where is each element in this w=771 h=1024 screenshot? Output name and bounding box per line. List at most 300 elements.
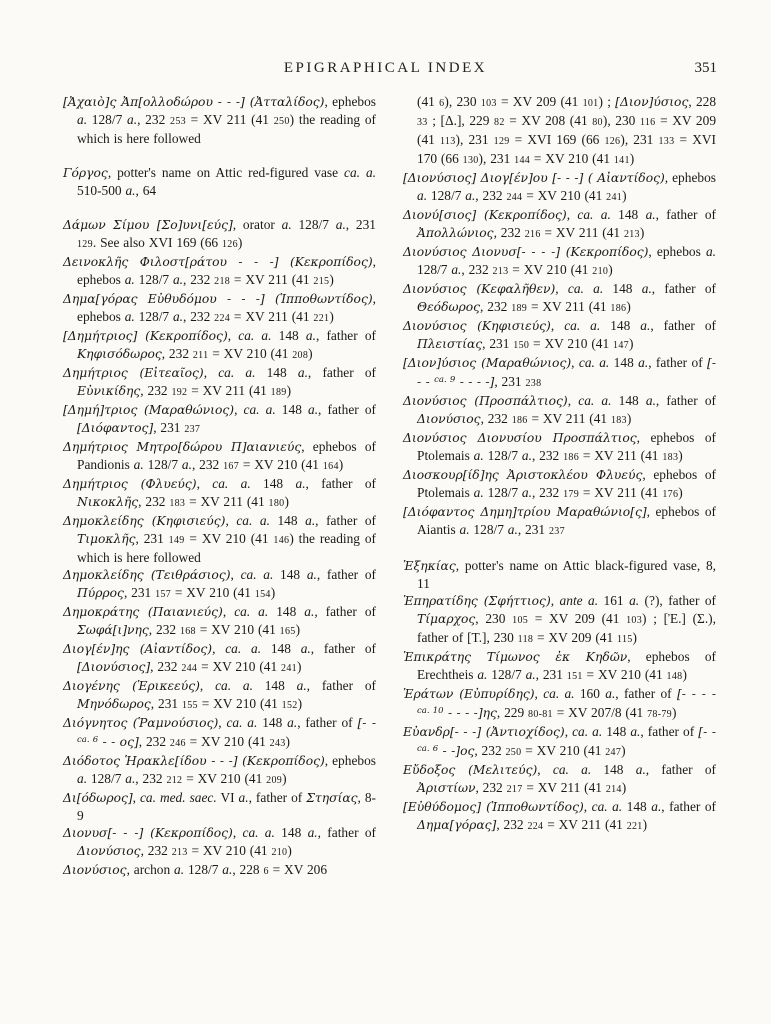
greek-text: Νικοκλῆς <box>77 495 139 509</box>
line-number: 80 <box>592 117 603 128</box>
latin-text: ) <box>628 336 634 351</box>
latin-text: , ephebos of Ptolemais <box>417 467 716 500</box>
greek-text: Στησίας <box>306 791 358 805</box>
latin-text: = XV 211 (41 <box>540 225 624 240</box>
index-entry <box>403 503 716 540</box>
italic-text: a. <box>521 485 532 500</box>
italic-text: ca. a. <box>577 207 611 222</box>
latin-text: 128/7 <box>487 667 526 682</box>
line-number: 224 <box>214 313 231 324</box>
italic-text: ca. a. <box>240 567 274 582</box>
line-number: 250 <box>505 747 522 758</box>
index-entry <box>403 280 716 317</box>
line-number: 105 <box>512 615 529 626</box>
index-entry <box>403 557 716 592</box>
greek-text: - - - -] <box>455 375 495 389</box>
latin-text: ) <box>682 667 687 682</box>
latin-text: , ephebos of Aiantis <box>417 504 716 537</box>
latin-text: , archon <box>126 862 175 877</box>
italic-text: a. <box>477 667 488 682</box>
latin-text: 148 <box>261 641 301 656</box>
greek-text: - -]ος <box>438 744 475 758</box>
line-number: 6 <box>439 98 445 109</box>
greek-text: Γόργος <box>63 166 108 180</box>
latin-text: = XV 208 (41 <box>504 113 593 128</box>
greek-text: Διογένης (Ἐρικεεύς) <box>63 679 200 693</box>
latin-text: , ephebos <box>324 753 376 768</box>
italic-text: a. <box>629 593 640 608</box>
index-entry <box>403 761 716 798</box>
line-number: 141 <box>613 155 630 166</box>
line-number: 218 <box>214 276 231 287</box>
line-number: 101 <box>582 98 599 109</box>
index-entry <box>63 603 376 640</box>
greek-text: Ἀπολλώνιος <box>417 226 494 240</box>
line-number: 115 <box>617 634 633 645</box>
latin-text: 128/7 <box>134 272 173 287</box>
latin-text: , <box>196 476 213 491</box>
line-number: 180 <box>268 498 285 509</box>
greek-text: Ἀριστίων <box>417 781 476 795</box>
latin-text: ) <box>678 485 683 500</box>
line-number: 116 <box>639 117 656 128</box>
latin-text: , father of <box>655 207 717 222</box>
latin-text: , 231 <box>153 420 185 435</box>
page-number: 351 <box>694 60 717 76</box>
line-number: 129 <box>493 136 510 147</box>
index-entry <box>403 592 716 648</box>
latin-text: 148 <box>591 762 636 777</box>
line-number: 189 <box>270 387 287 398</box>
line-number: 210 <box>271 847 288 858</box>
latin-text: = XV 206 <box>268 862 328 877</box>
line-number: 144 <box>514 155 531 166</box>
italic-text: a. <box>305 513 316 528</box>
italic-text: a. <box>459 522 470 537</box>
italic-text: a. <box>306 567 317 582</box>
greek-text: Δεινοκλῆς Φιλοστ[ράτου - - -] (Κεκροπίδος) <box>63 255 373 269</box>
latin-text: ) <box>642 817 648 832</box>
index-entry <box>63 752 376 789</box>
latin-text: 160 <box>574 686 606 701</box>
italic-text: ca. a. <box>543 686 575 701</box>
greek-text: Δημοκλείδης (Τειθράσιος) <box>63 568 231 582</box>
greek-text: Ἐπηρατίδης (Σφήττιος) <box>403 594 551 608</box>
greek-text: Διονύσιος Διονυσ[- - - -] (Κεκροπίδος) <box>403 245 649 259</box>
italic-text: a. <box>125 771 136 786</box>
italic-text: ca. a. <box>226 715 258 730</box>
latin-text: ) <box>329 309 334 324</box>
greek-text: Τιμοκλῆς <box>77 532 136 546</box>
index-entry <box>63 93 376 147</box>
italic-text: ca. a. <box>591 799 623 814</box>
greek-text: Διονύ[σιος] (Κεκροπίδος) <box>403 208 567 222</box>
greek-text: [Διον]ύσιος (Μαραθώνιος) <box>403 356 572 370</box>
line-number: 216 <box>524 229 541 240</box>
latin-text: , father of <box>655 393 716 408</box>
latin-text: , ephebos <box>664 170 716 185</box>
latin-text: , 232 <box>493 225 525 240</box>
latin-text: ) <box>629 151 635 166</box>
line-number: 179 <box>563 489 580 500</box>
index-entry <box>63 164 376 199</box>
line-number: 33 <box>417 117 428 128</box>
greek-text: Ἐξηκίας <box>403 559 456 573</box>
italic-text: a. <box>641 281 652 296</box>
latin-text: , 232 <box>150 659 182 674</box>
line-number: 210 <box>592 266 609 277</box>
index-entry <box>63 824 376 861</box>
latin-text: = XV 210 (41 <box>187 843 272 858</box>
italic-text: ca. a. <box>578 355 610 370</box>
line-number: 164 <box>322 461 339 472</box>
italic-text: a. <box>521 448 532 463</box>
latin-text: = XV 210 (41 <box>182 771 267 786</box>
latin-text: 148 <box>273 567 307 582</box>
line-number: 215 <box>313 276 330 287</box>
line-number: 176 <box>662 489 679 500</box>
latin-text: . See also XVI 169 (66 <box>92 235 222 250</box>
latin-text: , <box>225 513 237 528</box>
italic-text: a. <box>645 393 656 408</box>
line-number: 241 <box>281 663 297 674</box>
greek-text: Διονύσιος <box>77 844 141 858</box>
line-number: 150 <box>513 340 530 351</box>
latin-text: = XV 210 (41 <box>197 696 282 711</box>
latin-text: ) <box>626 411 632 426</box>
index-entry <box>403 466 716 503</box>
index-entry <box>403 648 716 685</box>
index-entry <box>403 206 716 243</box>
latin-text: ) <box>639 225 645 240</box>
lacuna-length-note: ca. 6 <box>417 744 439 754</box>
latin-text: = XV 210 (41 <box>171 585 255 600</box>
greek-text: Δημήτριος (Φλυεύς) <box>63 477 197 491</box>
italic-text: a. <box>451 262 462 277</box>
line-number: 148 <box>666 671 683 682</box>
latin-text: , father of <box>615 686 677 701</box>
latin-text: , <box>555 281 568 296</box>
italic-text: a. <box>473 448 484 463</box>
greek-text: [- - - <box>417 356 716 389</box>
latin-text: , 231 <box>345 217 377 232</box>
latin-text: 148 <box>255 365 298 380</box>
latin-text: , ephebos <box>77 254 376 287</box>
latin-text: , 232 <box>461 262 493 277</box>
italic-text: a. <box>630 724 641 739</box>
line-number: 129 <box>77 239 93 250</box>
latin-text: , potter's name on Attic red-figured vase <box>107 165 345 180</box>
latin-text: , 232 <box>148 622 180 637</box>
greek-text: Διονυσ[- - -] (Κεκροπίδος) <box>63 826 233 840</box>
greek-text: Σωφά[ι]νης <box>77 623 149 637</box>
greek-text: Εὐνικίδης <box>77 384 141 398</box>
italic-text: a. <box>295 476 306 491</box>
italic-text: ca. a. <box>243 402 276 417</box>
greek-text: Εὐανδρ[- - -] (Ἀντιοχίδος) <box>403 725 565 739</box>
line-number: 168 <box>179 626 196 637</box>
latin-text: = XV 210 (41 <box>508 262 593 277</box>
italic-text: ca. a. <box>215 678 253 693</box>
latin-text: ; [Δ.], 229 <box>427 113 495 128</box>
line-number: 113 <box>439 136 456 147</box>
latin-text: = XVI 169 (66 <box>509 132 605 147</box>
latin-text: , 230 <box>475 611 513 626</box>
latin-text: 128/7 <box>469 522 508 537</box>
index-entry <box>403 317 716 354</box>
latin-text: ), 231 <box>620 132 659 147</box>
line-number: 213 <box>171 847 188 858</box>
latin-text: (?), father of <box>639 593 717 608</box>
index-entry <box>63 714 376 752</box>
italic-text: a. <box>174 862 185 877</box>
italic-text: a. <box>651 799 662 814</box>
latin-text: , <box>199 678 216 693</box>
latin-text: , <box>567 393 579 408</box>
line-number: 130 <box>462 155 479 166</box>
index-entry <box>403 685 716 723</box>
latin-text: = XV 211 (41 <box>579 485 663 500</box>
latin-text: , father of <box>316 567 376 582</box>
index-entry <box>63 290 376 327</box>
latin-text: 128/7 <box>483 485 522 500</box>
latin-text: 148 <box>603 281 642 296</box>
line-number: 6 <box>263 866 269 877</box>
latin-text: ) <box>621 780 627 795</box>
latin-text: ) <box>338 457 344 472</box>
lacuna-length-note: ca. 9 <box>434 375 456 385</box>
greek-text: [Δημή]τριος (Μαραθώνιος) <box>63 403 235 417</box>
latin-text: = XV 209 (41 <box>496 94 583 109</box>
page-title: EPIGRAPHICAL INDEX <box>283 60 488 76</box>
latin-text: , father of <box>297 715 358 730</box>
latin-text: , father of <box>307 365 376 380</box>
greek-text: Κηφισόδωρος <box>77 347 162 361</box>
index-entry <box>403 243 716 280</box>
latin-text: 148 <box>250 476 296 491</box>
index-entry <box>63 327 376 364</box>
latin-text: = XV 207/8 (41 <box>552 705 648 720</box>
latin-text: , <box>534 686 544 701</box>
line-number: 192 <box>171 387 188 398</box>
greek-text: [Ἀχαιὸ]ς Ἀπ[ολλοδώρου - - -] (Ἀτταλίδος) <box>63 95 325 109</box>
greek-text: [- - <box>357 716 376 730</box>
latin-text: , 231 <box>482 336 514 351</box>
index-entry <box>403 392 716 429</box>
latin-text: , father of <box>310 641 377 656</box>
line-number: 155 <box>181 700 198 711</box>
line-number: 209 <box>266 775 283 786</box>
italic-text: a. <box>645 207 656 222</box>
index-entry <box>403 429 716 466</box>
latin-text: 148 <box>611 393 646 408</box>
italic-text: a. <box>638 355 649 370</box>
index-columns <box>63 93 717 880</box>
latin-text: , ephebos of Erechtheis <box>417 649 716 682</box>
latin-text: , ephebos <box>648 244 706 259</box>
latin-text: 148 <box>268 604 305 619</box>
latin-text: ) <box>671 705 677 720</box>
line-number: 154 <box>254 589 271 600</box>
line-number: 186 <box>610 303 627 314</box>
latin-text: 128/7 <box>87 771 126 786</box>
line-number: 78-79 <box>647 709 672 720</box>
index-entry <box>63 253 376 290</box>
greek-text: [Δημήτριος] (Κεκροπίδος) <box>63 329 228 343</box>
latin-text: , <box>232 825 243 840</box>
index-column-left <box>63 93 376 880</box>
latin-text: , <box>222 604 235 619</box>
latin-text: , 231 <box>123 585 156 600</box>
greek-text: Διονύσιος <box>63 863 127 877</box>
latin-text: 148 <box>622 799 652 814</box>
latin-text: , 231 <box>535 667 567 682</box>
italic-text: a. <box>222 862 233 877</box>
line-number: 246 <box>169 738 186 749</box>
greek-text: Δημα[γόρας Εὐθυδόμου - - -] (Ἱπποθωντίδος) <box>63 292 373 306</box>
latin-text: 148 <box>252 678 297 693</box>
italic-text: a. <box>238 790 249 805</box>
latin-text: , 232 <box>140 383 172 398</box>
latin-text: , father of <box>640 724 699 739</box>
greek-text: Διονύσιος (Προσπάλτιος) <box>403 394 568 408</box>
index-entry <box>63 861 376 880</box>
line-number: 250 <box>273 116 290 127</box>
line-number: 217 <box>506 784 523 795</box>
line-number: 241 <box>606 192 623 203</box>
latin-text: , father of <box>315 513 376 528</box>
index-entry <box>63 640 376 677</box>
greek-text: [Διόφαντος] <box>77 421 154 435</box>
greek-text: Πλειστίας <box>417 337 483 351</box>
latin-text: = XV 210 (41 <box>529 336 614 351</box>
italic-text: a. <box>281 217 292 232</box>
italic-text: a. <box>296 678 307 693</box>
latin-text: , <box>564 724 573 739</box>
line-number: 118 <box>517 634 534 645</box>
greek-text: [Διονύσιος] Διογ[έν]ου [- - -] ( Αἰαντίδος) <box>403 171 665 185</box>
latin-text: 128/7 <box>417 262 452 277</box>
greek-text: Διόδοτος Ἡρακλε[ίδου - - -] (Κεκροπίδος) <box>63 754 325 768</box>
latin-text: = XV 211 (41 <box>230 309 314 324</box>
italic-text: a. <box>77 112 88 127</box>
greek-text: Ἐπικράτης Τίμωνος ἐκ Κηδῶν <box>403 650 628 664</box>
latin-text: , father of <box>315 328 376 343</box>
latin-text: ) <box>308 346 313 361</box>
latin-text: , <box>227 328 239 343</box>
line-number: 214 <box>605 784 622 795</box>
italic-text: a. <box>507 522 518 537</box>
greek-text: Διονύσιος (Κηφισιεύς) <box>403 319 551 333</box>
index-entry <box>63 512 376 566</box>
latin-text: 148 <box>269 513 306 528</box>
latin-text: 148 <box>600 318 641 333</box>
latin-text: ) <box>282 771 287 786</box>
latin-text: = XV 210 (41 <box>239 457 323 472</box>
italic-text: a. <box>127 112 138 127</box>
latin-text: 128/7 <box>483 448 522 463</box>
index-entry <box>63 401 376 438</box>
latin-text: ) ; [Ἐ.] (Σ.), father of [Τ.], 230 <box>417 611 716 645</box>
italic-text: a. <box>605 686 616 701</box>
italic-text: a. <box>125 183 136 198</box>
greek-text: Δημήτριος Μητρο[δώρου Π]αιανιεύς <box>63 440 302 454</box>
latin-text: 148 <box>609 355 639 370</box>
latin-text: ) <box>621 743 626 758</box>
latin-text: 148 <box>257 715 288 730</box>
line-number: 126 <box>221 239 238 250</box>
line-number: 165 <box>279 626 296 637</box>
italic-text: a. <box>172 309 184 324</box>
latin-text: , father of <box>317 825 376 840</box>
italic-text: a. <box>473 485 484 500</box>
line-number: 151 <box>566 671 583 682</box>
line-number: 82 <box>494 117 505 128</box>
italic-text: ca. a. <box>225 641 262 656</box>
latin-text: 148 <box>602 724 631 739</box>
latin-text: 128/7 <box>291 217 336 232</box>
latin-text: ), 231 <box>478 151 515 166</box>
latin-text: ) <box>237 235 243 250</box>
latin-text: , father of <box>248 790 307 805</box>
italic-text: a. <box>308 402 319 417</box>
line-number: 157 <box>155 589 171 600</box>
latin-text: = XV 211 (41 <box>527 299 611 314</box>
index-entry <box>403 798 716 835</box>
greek-text: Θεόδωρος <box>417 300 481 314</box>
greek-text: [Διον]ύσιος <box>615 95 689 109</box>
latin-text: = XV 211 (41 <box>522 780 606 795</box>
latin-text: , 232 <box>531 448 564 463</box>
index-entry <box>63 677 376 714</box>
index-entry <box>403 93 716 169</box>
index-entry <box>403 723 716 761</box>
greek-text: Δημα[γόρας] <box>417 818 497 832</box>
latin-text: , ephebos <box>324 94 376 109</box>
italic-text: a. <box>77 771 88 786</box>
line-number: 247 <box>605 747 622 758</box>
latin-text: = XV 210 (41 <box>522 188 607 203</box>
line-number: 244 <box>506 192 523 203</box>
latin-text: ) <box>632 630 638 645</box>
line-number: 244 <box>181 663 198 674</box>
latin-text: , <box>234 402 244 417</box>
latin-text: = XV 211 (41 <box>543 817 627 832</box>
italic-text: ca. a. <box>236 513 270 528</box>
line-number: 183 <box>610 415 627 426</box>
latin-text: 128/7 <box>87 112 128 127</box>
latin-text: 510-500 <box>77 183 126 198</box>
italic-text: ca. a. <box>238 328 272 343</box>
latin-text: VI <box>216 790 239 805</box>
greek-text: Διογ[έν]ης (Αἰαντίδος) <box>63 642 213 656</box>
latin-text: , <box>550 318 565 333</box>
line-number: 183 <box>169 498 186 509</box>
latin-text: = XV 211 (41 <box>187 383 271 398</box>
latin-text: 128/7 <box>143 457 182 472</box>
index-entry <box>403 354 716 392</box>
latin-text: , 232 <box>137 112 171 127</box>
latin-text: , father of <box>651 281 717 296</box>
greek-text: Διονύσιος <box>417 412 481 426</box>
line-number: 224 <box>527 821 544 832</box>
greek-text: Τίμαρχος <box>417 612 476 626</box>
latin-text: , 8-9 <box>77 790 376 823</box>
latin-text: = XV 211 (41 <box>230 272 314 287</box>
latin-text: , father of <box>314 604 377 619</box>
latin-text: , <box>537 762 553 777</box>
italic-text: a. <box>181 457 192 472</box>
